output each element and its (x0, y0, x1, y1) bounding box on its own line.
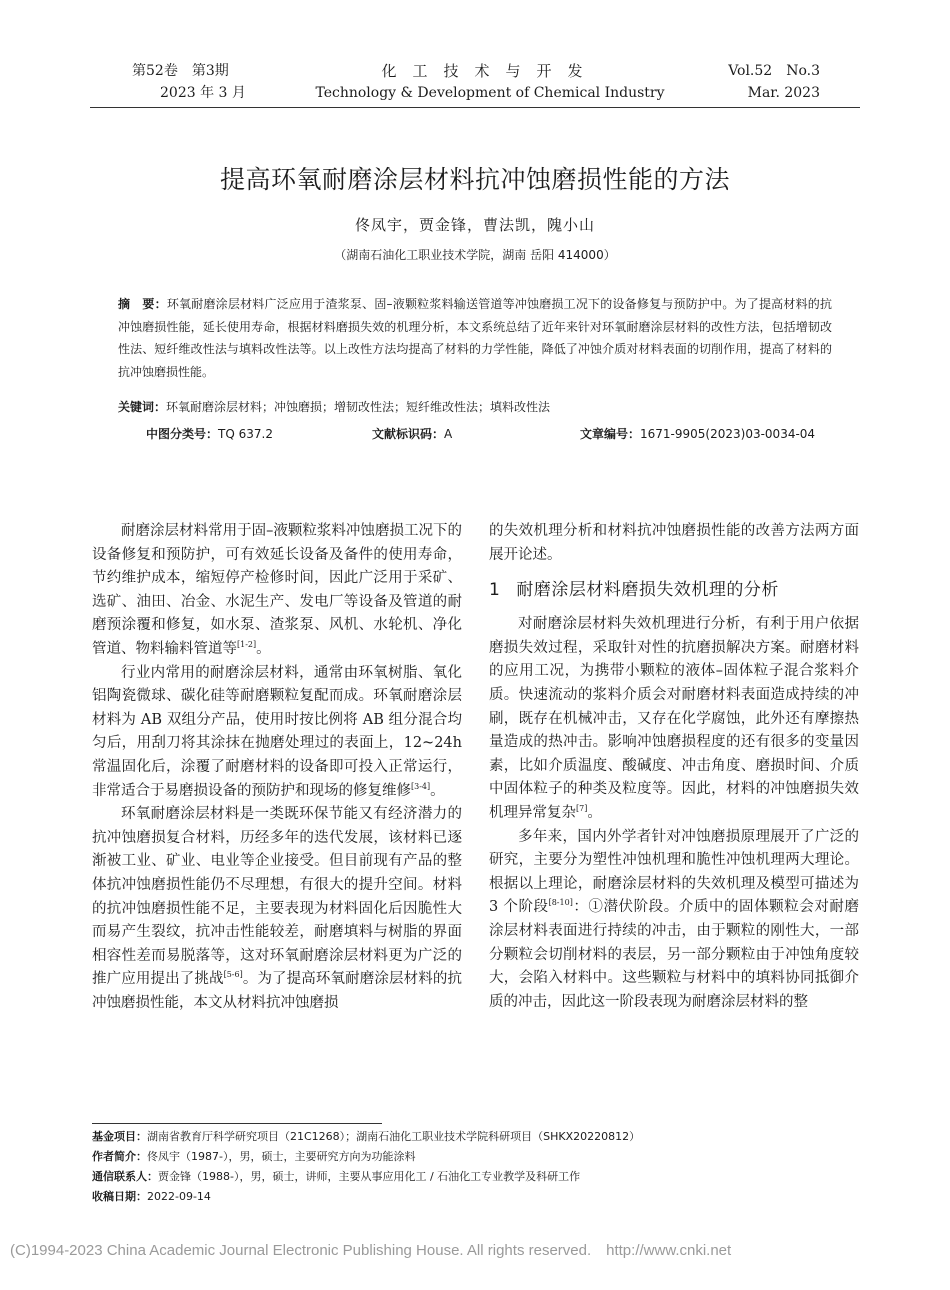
section-title: 耐磨涂层材料磨损失效机理的分析 (516, 580, 779, 601)
header-journal (300, 60, 680, 104)
footnotes (92, 1127, 862, 1207)
section-heading (489, 578, 859, 602)
paragraph: 耐磨涂层材料常用于固–液颗粒浆料冲蚀磨损工况下的设备修复和预防护，可有效延长设备及备件的使用寿命，节约维护成本，缩短停产检修时间，因此广泛用于采矿、选矿、油田、冶金、水泥生产、发电厂等设备及管道的耐磨预涂覆和修复，如水泵、渣浆泵、风机、水轮机、净化管道、物料输料管道等[1-2]。 (92, 523, 462, 657)
paragraph: 的失效机理分析和材料抗冲蚀磨损性能的改善方法两方面展开论述。 (489, 523, 859, 563)
abstract-label: 摘 要： (118, 297, 167, 311)
abstract (118, 293, 832, 383)
citation: [5-6] (223, 970, 243, 980)
clc-label: 中图分类号： (146, 427, 219, 441)
journal-name-cn: 化工技术与开发 (381, 62, 599, 80)
volume-issue-en: Vol.52 No.3 (728, 63, 820, 79)
paper-title: 提高环氧耐磨涂层材料抗冲蚀磨损性能的方法 (219, 165, 730, 194)
citation: [1-2] (237, 640, 257, 650)
document-code-label: 文献标识码： (372, 427, 445, 441)
fund-note: 基金项目：湖南省教育厅科学研究项目（21C1268）；湖南石油化工职业技术学院科研项目（SHKX20220812） (92, 1130, 641, 1143)
header-right (700, 60, 820, 104)
footnote-divider (92, 1123, 382, 1124)
keywords-text: 环氧耐磨涂层材料；冲蚀磨损；增韧改性法；短纤维改性法；填料改性法 (166, 400, 551, 414)
paragraph: 多年来，国内外学者针对冲蚀磨损原理展开了广泛的研究，主要分为塑性冲蚀机理和脆性冲蚀机理两大理论。根据以上理论，耐磨涂层材料的失效机理及模型可描述为 3 个阶段[8-10]：①潜伏阶段。介质中的固体颗粒会对耐磨涂层材料表面进行持续的冲击，由于颗粒的刚性大，一部分颗粒会切削材料的表层，另一部分颗粒由于冲蚀角度较大，会陷入材料中。这些颗粒与材料中的填料协同抵御介质的冲击，因此这一阶段表现为耐磨涂层材料的整 (489, 828, 859, 1010)
section-number: 1 (489, 580, 501, 601)
paragraph: 对耐磨涂层材料失效机理进行分析，有利于用户依据磨损失效过程，采取针对性的抗磨损解决方案。耐磨材料的应用工况，为携带小颗粒的液体–固体粒子混合浆料介质。快速流动的浆料介质会对耐磨材料表面造成持续的冲刷，既存在机械冲击，又存在化学腐蚀，此外还有摩擦热量造成的热冲击。影响冲蚀磨损程度的还有很多的变量因素，比如介质温度、酸碱度、冲击角度、磨损时间、介质中固体粒子的种类及粒度等。因此，材料的冲蚀磨损失效机理异常复杂[7]。 (489, 616, 859, 821)
paragraph: 行业内常用的耐磨涂层材料，通常由环氧树脂、氧化铝陶瓷微球、碳化硅等耐磨颗粒复配而成。环氧耐磨涂层材料为 AB 双组分产品，使用时按比例将 AB 组分混合均匀后，用刮刀将其涂抹在抛磨处理过的表面上，12~24h 常温固化后，涂覆了耐磨材料的设备即可投入正常运行，非常适合于易磨损设备的预防护和现场的修复维修[3-4]。 (92, 664, 462, 799)
date-cn: 2023 年 3 月 (160, 85, 246, 101)
document-code (372, 423, 452, 445)
abstract-text: 环氧耐磨涂层材料广泛应用于渣浆泵、固–液颗粒浆料输送管道等冲蚀磨损工况下的设备修复与预防护中。为了提高材料的抗冲蚀磨损性能，延长使用寿命，根据材料磨损失效的机理分析，本文系统总结了近年来针对环氧耐磨涂层材料的改性方法，包括增韧改性法、短纤维改性法与填料改性法等。以上改性方法均提高了材料的力学性能，降低了冲蚀介质对材料表面的切削作用，提高了材料的抗冲蚀磨损性能。 (118, 297, 832, 379)
paragraph: 环氧耐磨涂层材料是一类既环保节能又有经济潜力的抗冲蚀磨损复合材料，历经多年的迭代发展，该材料已逐渐被工业、矿业、电业等企业接受。但目前现有产品的整体抗冲蚀磨损性能仍不尽理想，有很大的提升空间。材料的抗冲蚀磨损性能不足，主要表现为材料固化后因脆性大而易产生裂纹，抗冲击性能较差，耐磨填料与树脂的界面相容性差而易脱落等，这对环氧耐磨涂层材料更为广泛的推广应用提出了挑战[5-6]。为了提高环氧耐磨涂层材料的抗冲蚀磨损性能，本文从材料抗冲蚀磨损 (92, 806, 462, 1011)
citation: [8-10] (548, 898, 573, 908)
contact-note: 通信联系人：贾金锋（1988-），男，硕士，讲师，主要从事应用化工 / 石油化工专业教学及科研工作 (92, 1170, 581, 1183)
citation: [7] (576, 804, 588, 814)
copyright-notice: (C)1994-2023 China Academic Journal Electronic Publishing House. All rights reserved. http://www.cnki.net (10, 1242, 732, 1259)
volume-issue-cn: 第52卷 第3期 (132, 63, 229, 79)
date-en: Mar. 2023 (747, 85, 820, 101)
article-number (580, 423, 815, 445)
header-left (132, 60, 302, 104)
journal-name-en: Technology & Development of Chemical Industry (315, 85, 665, 101)
article-number-value: 1671-9905(2023)03-0034-04 (640, 427, 816, 441)
body-column-right (489, 520, 859, 1014)
affiliation: （湖南石油化工职业技术学院，湖南 岳阳 414000） (334, 248, 616, 262)
author-note: 作者简介：佟凤宇（1987-），男，硕士，主要研究方向为功能涂料 (92, 1150, 416, 1163)
document-code-value: A (444, 427, 453, 441)
article-number-label: 文章编号： (580, 427, 641, 441)
received-date-note: 收稿日期：2022-09-14 (92, 1190, 211, 1203)
citation: [3-4] (411, 781, 431, 791)
keywords (118, 396, 832, 418)
clc-number (146, 423, 273, 445)
keywords-label: 关键词： (118, 400, 167, 414)
body-column-left (92, 520, 462, 1015)
clc-value: TQ 637.2 (218, 427, 273, 441)
author-list: 佟凤宇，贾金锋，曹法凯，隗小山 (354, 216, 595, 234)
header-divider (90, 107, 860, 108)
